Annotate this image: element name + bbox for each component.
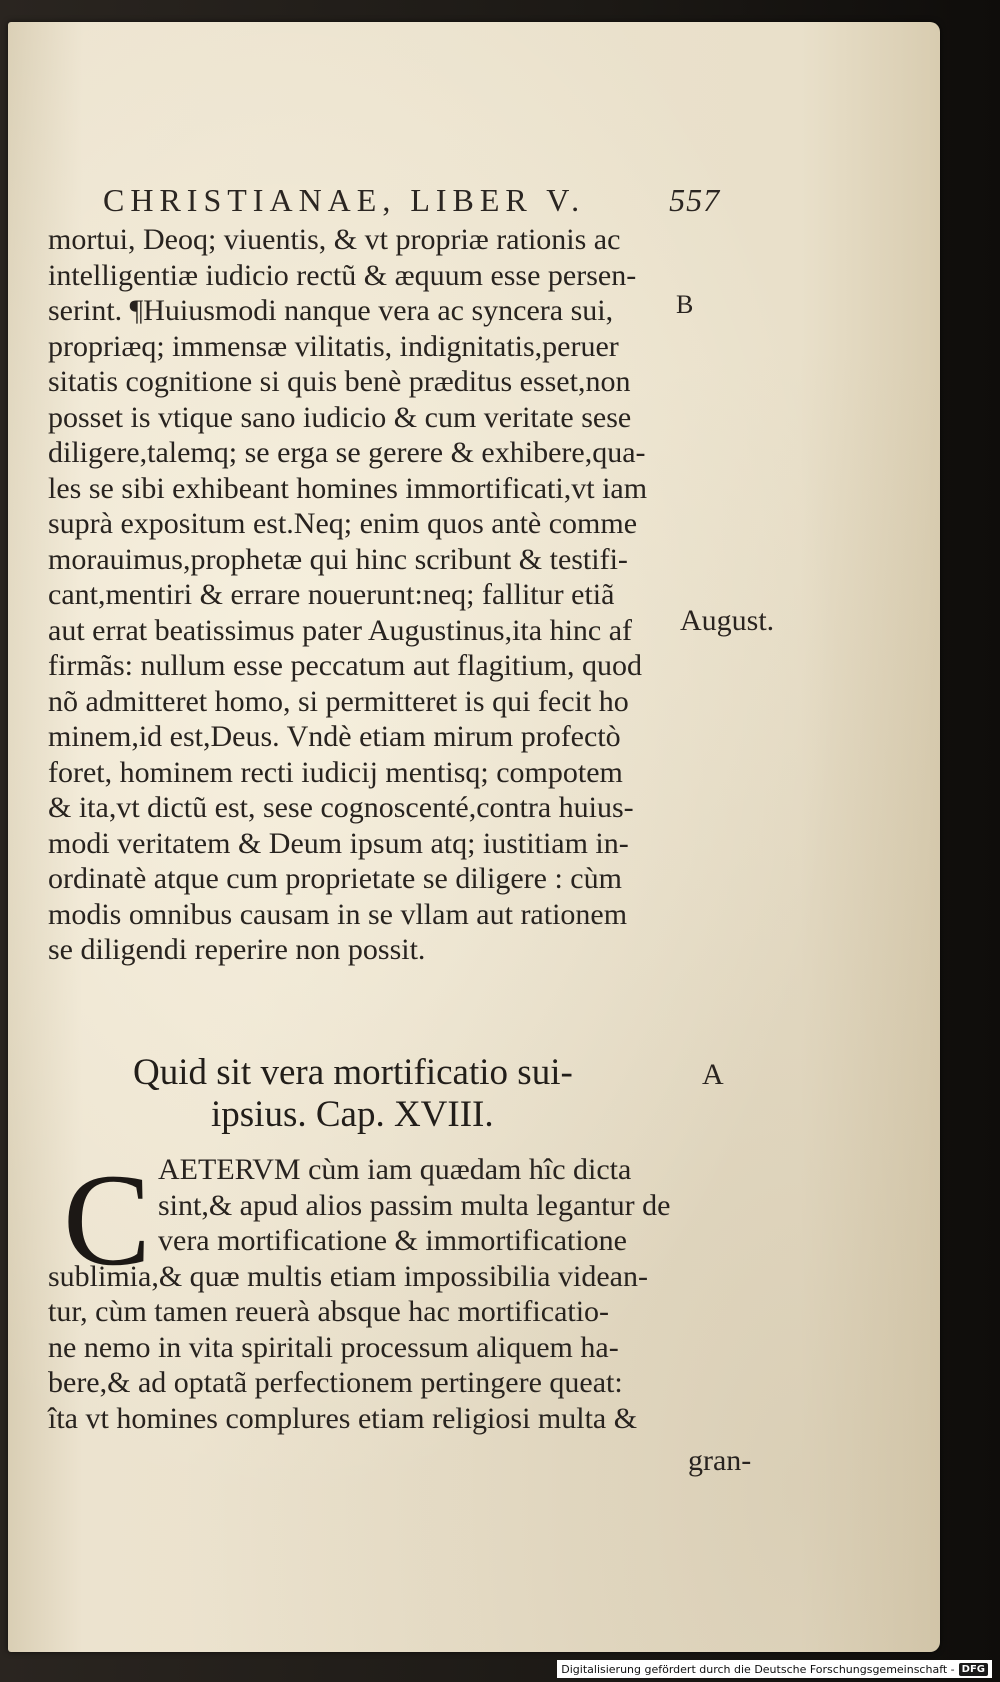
text-line: tur, cùm tamen reuerà absque hac mortificatio-	[48, 1295, 610, 1328]
text-line: modi veritatem & Deum ipsum atq; iustitiam in-	[48, 826, 629, 860]
footer-text: Digitalisierung gefördert durch die Deutsche Forschungsgemeinschaft -	[561, 1662, 955, 1676]
text-line: bere,& ad optatã perfectionem pertingere queat:	[48, 1366, 623, 1399]
text-line: firmãs: nullum esse peccatum aut flagitium, quod	[48, 649, 643, 682]
text-line: cant,mentiri & errare nouerunt:neq; fallitur etiã	[48, 578, 615, 611]
body-text	[48, 222, 748, 968]
text-line: aut errat beatissimus pater Augustinus,ita hinc af	[48, 613, 633, 647]
text-line: se diligendi reperire non possit.	[48, 933, 426, 966]
text-line: foret, hominem recti iudicij mentisq; compotem	[48, 755, 623, 789]
text-line: posset is vtique sano iudicio & cum veritate sese	[48, 400, 632, 434]
drop-initial: C	[63, 1146, 152, 1293]
chapter-heading-line1: Quid sit vera mortificatio sui-	[133, 1052, 573, 1093]
margin-letter-b: B	[676, 290, 694, 319]
text-line: & ita,vt dictũ est, sese cognoscenté,contra huius-	[48, 791, 634, 824]
text-line: sublimia,& quæ multis etiam impossibilia videan-	[48, 1259, 648, 1293]
chapter-text	[48, 1146, 748, 1436]
text-line: intelligentiæ iudicio rectũ & æquum esse persen-	[48, 258, 637, 292]
digitization-footer	[557, 1660, 992, 1678]
text-line: suprà expositum est.Neq; enim quos antè comme	[48, 507, 638, 540]
text-line: mortui, Deoq; viuentis, & vt propriæ rationis ac	[48, 223, 621, 256]
text-line: modis omnibus causam in se vllam aut rationem	[48, 897, 628, 931]
catchword: gran-	[688, 1444, 752, 1477]
book-page	[8, 22, 940, 1652]
text-line: morauimus,prophetæ qui hinc scribunt & testifi-	[48, 542, 628, 576]
chapter-heading	[133, 1052, 733, 1136]
text-line: diligere,talemq; se erga se gerere & exhibere,qua-	[48, 436, 646, 469]
text-line: les se sibi exhibeant homines immortificati,vt iam	[48, 471, 648, 505]
margin-letter-a: A	[702, 1058, 724, 1091]
text-line: sint,& apud alios passim multa legantur de	[158, 1188, 671, 1222]
text-line: ordinatè atque cum proprietate se diligere : cùm	[48, 862, 622, 895]
text-line: ne nemo in vita spiritali processum aliquem ha-	[48, 1330, 619, 1364]
page-number: 557	[669, 182, 721, 218]
text-line: vera mortificatione & immortificatione	[158, 1224, 627, 1257]
dfg-logo-icon: DFG	[959, 1663, 988, 1676]
running-head	[103, 182, 720, 219]
text-line: îta vt homines complures etiam religiosi multa &	[48, 1401, 638, 1435]
text-line: AETERVM cùm iam quædam hîc dicta	[158, 1153, 632, 1186]
text-line: propriæq; immensæ vilitatis, indignitatis,peruer	[48, 329, 619, 363]
margin-note-augustinus: August.	[680, 604, 775, 637]
text-line: sitatis cognitione si quis benè præditus esset,non	[48, 365, 631, 398]
text-line: serint. ¶Huiusmodi nanque vera ac syncera sui,	[48, 294, 614, 327]
text-line: minem,id est,Deus. Vndè etiam mirum profectò	[48, 720, 621, 753]
running-head-title: CHRISTIANAE, LIBER V.	[103, 182, 586, 218]
chapter-heading-line2: ipsius. Cap. XVIII.	[211, 1094, 494, 1135]
text-line: nõ admitteret homo, si permitteret is qui fecit ho	[48, 684, 629, 718]
